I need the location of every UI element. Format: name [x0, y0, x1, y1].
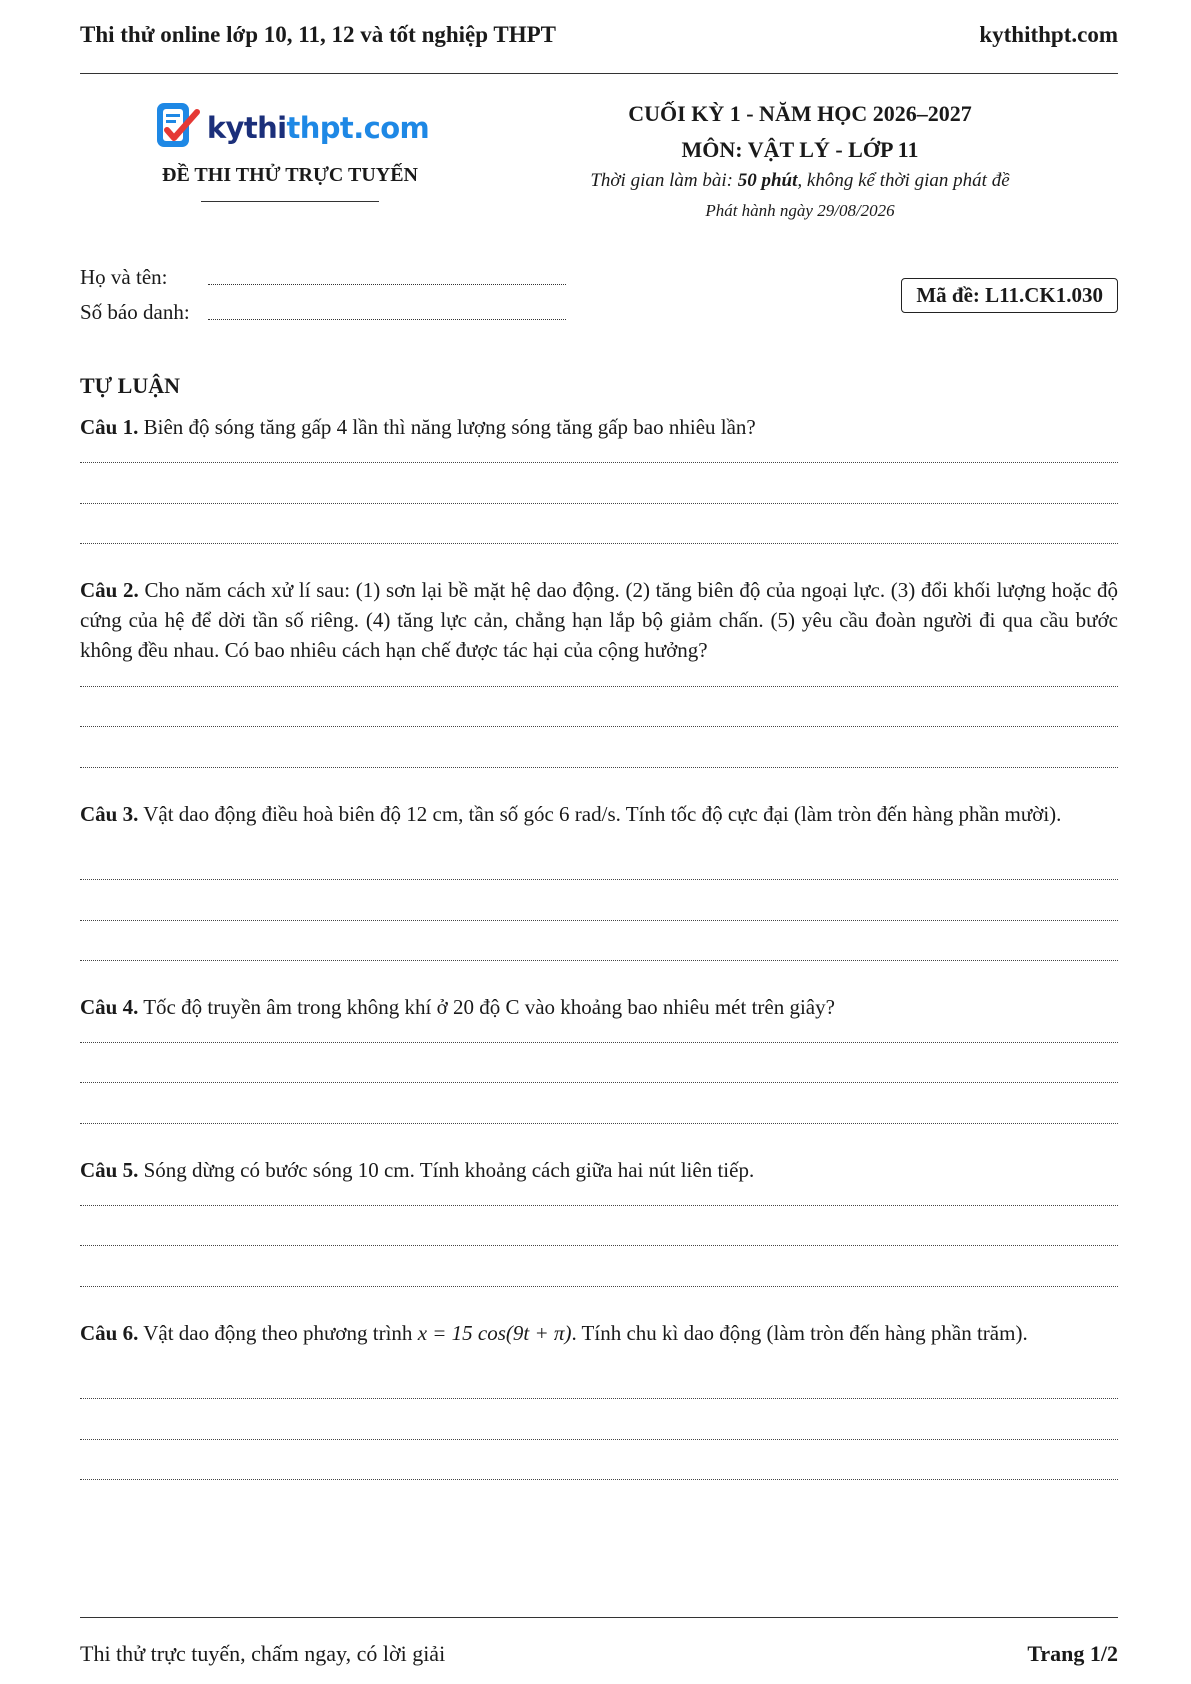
page-number: Trang 1/2: [1027, 1641, 1118, 1666]
question-text-continued: . Tính chu kì dao động (làm tròn đến hàng phần trăm).: [571, 1321, 1028, 1345]
exam-subject: MÔN: VẬT LÝ - LỚP 11: [681, 137, 919, 162]
answer-line[interactable]: [80, 1042, 1118, 1043]
answer-line[interactable]: [80, 1082, 1118, 1083]
student-name-blank[interactable]: [208, 270, 566, 285]
section-title: TỰ LUẬN: [80, 373, 181, 398]
answer-line[interactable]: [80, 1123, 1118, 1124]
question-label: Câu 6.: [80, 1321, 139, 1345]
student-name-field: [80, 265, 566, 290]
student-name-label: Họ và tên:: [80, 265, 168, 289]
answer-line[interactable]: [80, 920, 1118, 921]
question-label: Câu 5.: [80, 1158, 139, 1182]
exam-code-box: Mã đề: L11.CK1.030: [901, 278, 1118, 313]
answer-line[interactable]: [80, 462, 1118, 463]
answer-line[interactable]: [80, 879, 1118, 880]
question-3: [80, 799, 1118, 829]
logo-wordmark: kythithpt.com: [206, 111, 430, 145]
exam-issued-date: Phát hành ngày 29/08/2026: [705, 201, 895, 220]
answer-line[interactable]: [80, 543, 1118, 544]
question-text: Biên độ sóng tăng gấp 4 lần thì năng lượng sóng tăng gấp bao nhiêu lần?: [143, 415, 756, 439]
student-id-field: [80, 300, 566, 325]
answer-line[interactable]: [80, 1245, 1118, 1246]
student-id-label: Số báo danh:: [80, 300, 190, 324]
question-6: [80, 1318, 1118, 1348]
exam-info: [560, 96, 1040, 221]
answer-line[interactable]: [80, 960, 1118, 961]
logo-subtitle: ĐỀ THI THỬ TRỰC TUYẾN: [162, 164, 418, 186]
question-label: Câu 4.: [80, 995, 139, 1019]
footer-left-text: Thi thử trực tuyến, chấm ngay, có lời giải: [80, 1641, 446, 1666]
answer-line[interactable]: [80, 1479, 1118, 1480]
exam-time: Thời gian làm bài: 50 phút, không kể thời gian phát đề: [590, 170, 1010, 191]
header-rule: [80, 73, 1118, 74]
question-2: [80, 575, 1118, 665]
question-text: Tốc độ truyền âm trong không khí ở 20 độ C vào khoảng bao nhiêu mét trên giây?: [143, 995, 835, 1019]
answer-line[interactable]: [80, 1439, 1118, 1440]
answer-line[interactable]: [80, 1398, 1118, 1399]
exam-title: CUỐI KỲ 1 - NĂM HỌC 2026–2027: [628, 101, 972, 126]
question-text: Vật dao động điều hoà biên độ 12 cm, tần số góc 6 rad/s. Tính tốc độ cực đại (làm tròn đến hàng phần mười).: [143, 802, 1062, 826]
logo-icon: [151, 100, 203, 157]
logo-underline: [201, 201, 379, 202]
answer-line[interactable]: [80, 1205, 1118, 1206]
answer-line[interactable]: [80, 726, 1118, 727]
question-text: Vật dao động theo phương trình: [143, 1321, 418, 1345]
answer-line[interactable]: [80, 767, 1118, 768]
question-label: Câu 1.: [80, 415, 139, 439]
question-1: [80, 412, 1118, 442]
student-id-blank[interactable]: [208, 305, 566, 320]
header-right-text: kythithpt.com: [979, 22, 1118, 47]
question-label: Câu 3.: [80, 802, 139, 826]
answer-line[interactable]: [80, 503, 1118, 504]
header-left-text: Thi thử online lớp 10, 11, 12 và tốt nghiệp THPT: [80, 22, 556, 47]
question-equation: x = 15 cos(9t + π): [417, 1321, 572, 1345]
answer-line[interactable]: [80, 686, 1118, 687]
answer-line[interactable]: [80, 1286, 1118, 1287]
exam-page: [80, 0, 1118, 1684]
footer-rule: [80, 1617, 1118, 1618]
question-text: Cho năm cách xử lí sau: (1) sơn lại bề mặt hệ dao động. (2) tăng biên độ của ngoại lực. (3) đổi khối lượng hoặc độ cứng của hệ để dời tần số riêng. (4) tăng lực cản, chẳng hạn lắp bộ giảm chấn. (5) yêu cầu đoàn người đi qua cầu bước không đều nhau. Có bao nhiêu cách hạn chế được tác hại của cộng hưởng?: [80, 578, 1118, 662]
question-4: [80, 992, 1118, 1022]
question-5: [80, 1155, 1118, 1185]
page-footer: [80, 1641, 1118, 1667]
page-header: [80, 22, 1118, 48]
question-text: Sóng dừng có bước sóng 10 cm. Tính khoảng cách giữa hai nút liên tiếp.: [143, 1158, 755, 1182]
logo: [140, 100, 440, 156]
question-label: Câu 2.: [80, 578, 139, 602]
logo-block: [140, 100, 440, 202]
